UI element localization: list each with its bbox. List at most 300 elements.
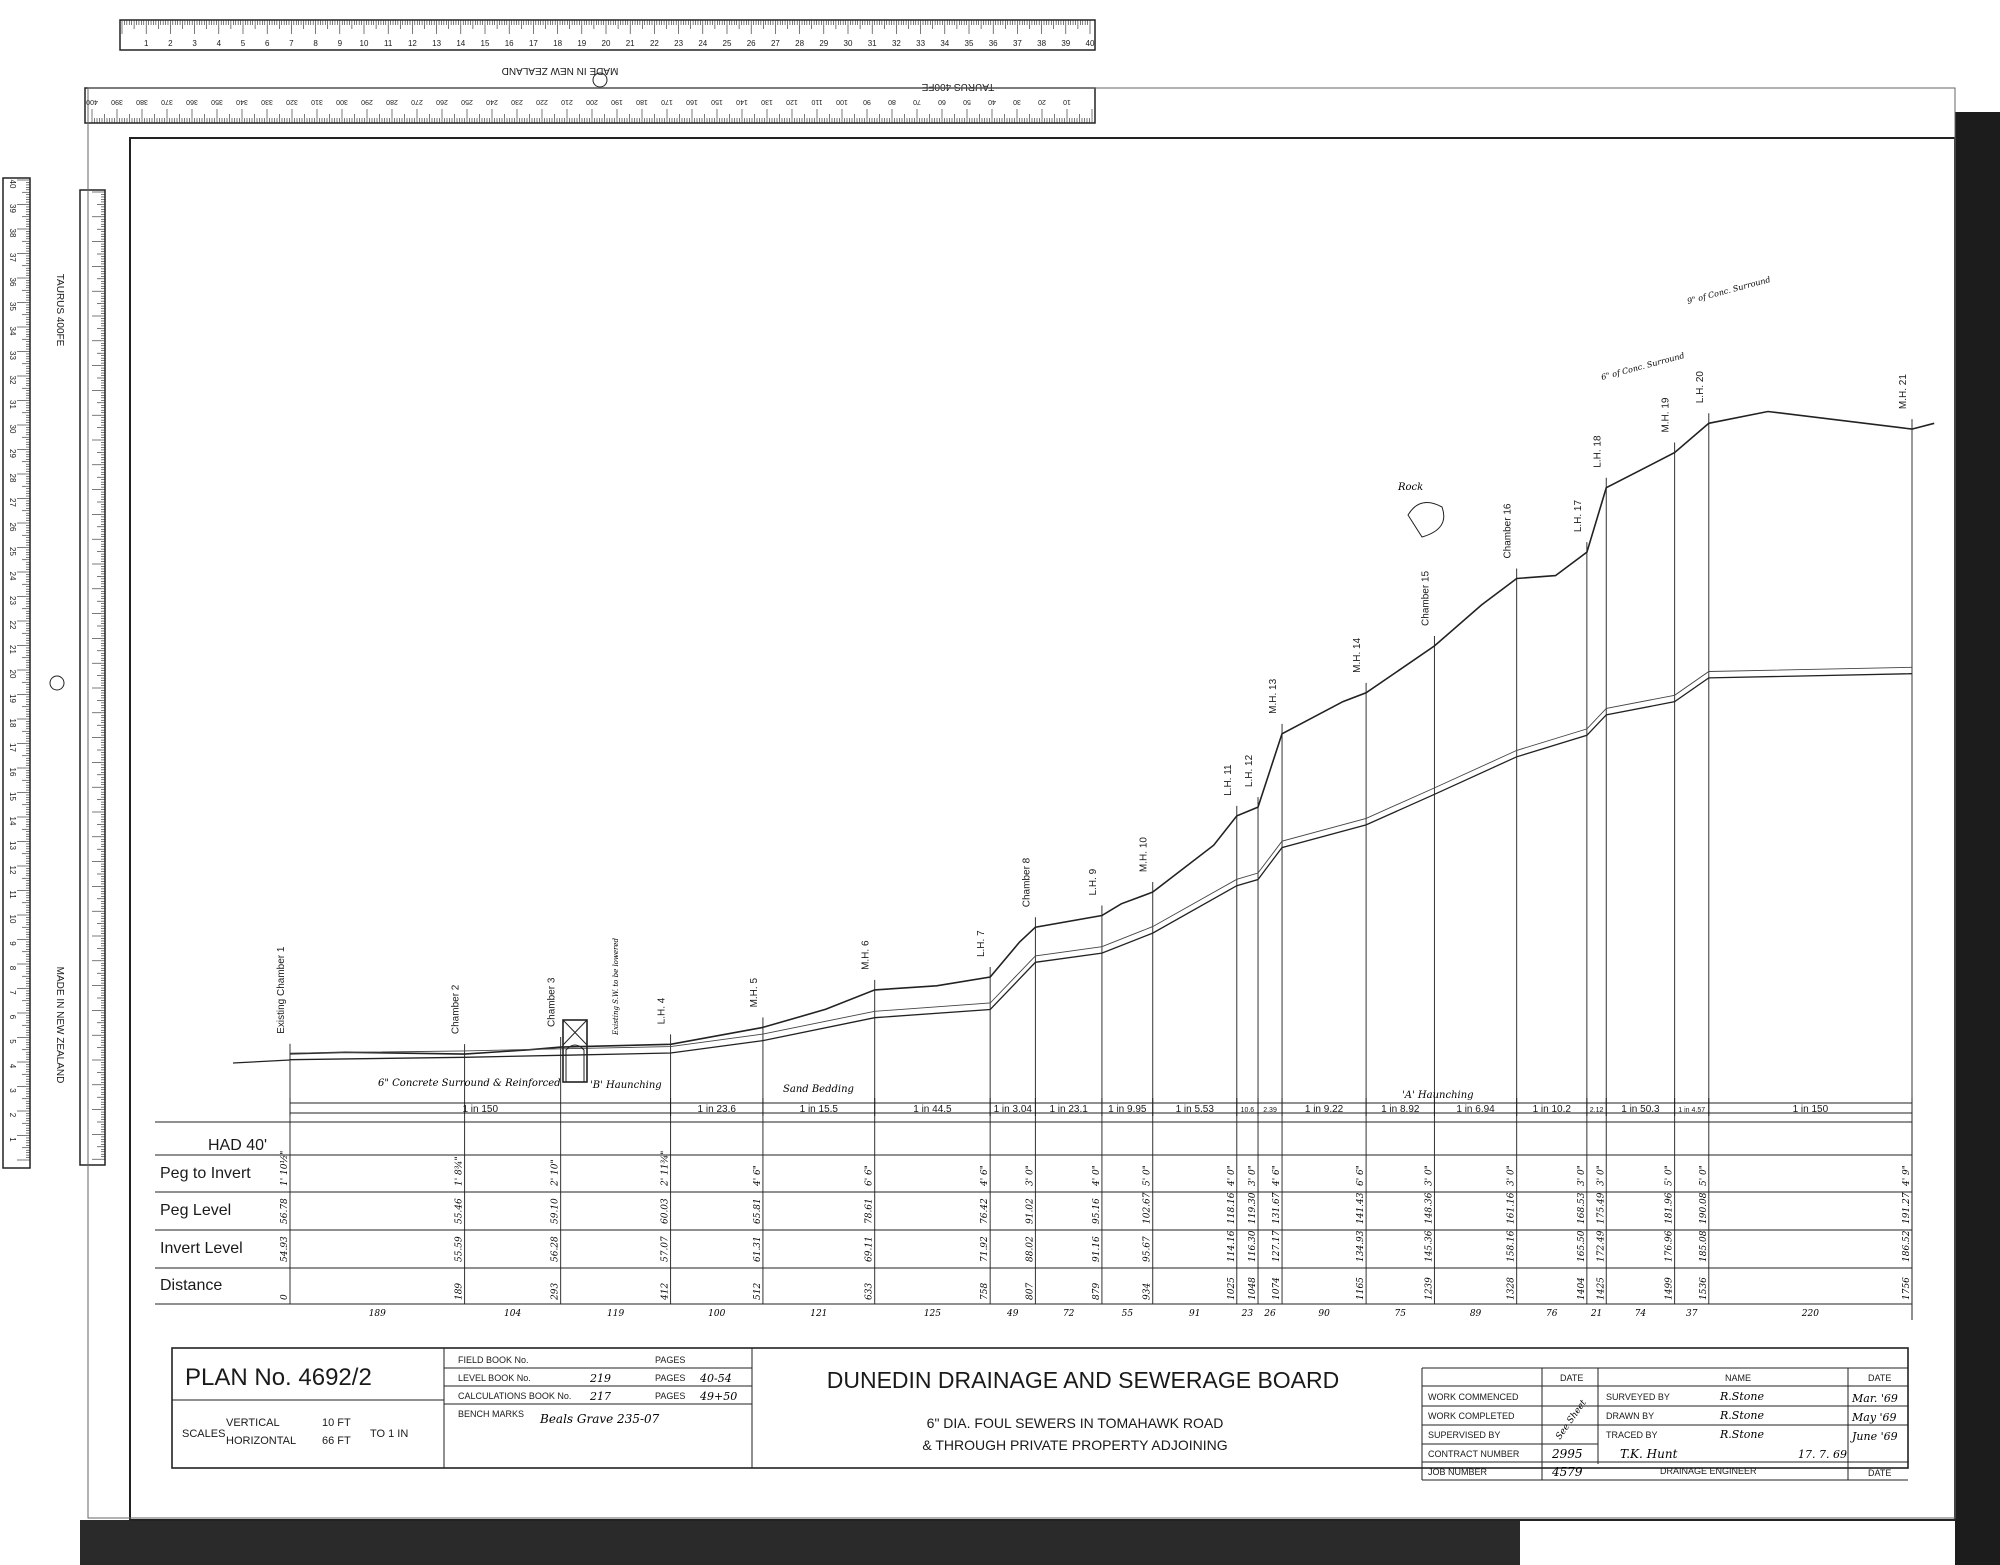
left-ruler-mm bbox=[80, 190, 105, 1165]
engineer-date: 17. 7. 69 bbox=[1798, 1448, 1847, 1461]
sand-bedding-note: Sand Bedding bbox=[783, 1084, 854, 1095]
table-cell-peg: 1' 10½" bbox=[280, 1150, 290, 1186]
contract-number-label: CONTRACT NUMBER bbox=[1428, 1449, 1520, 1459]
bench-marks-value: Beals Grave 235-07 bbox=[540, 1412, 660, 1426]
pages-label-3: PAGES bbox=[655, 1391, 686, 1401]
ruler-number: 280 bbox=[386, 98, 398, 105]
left-ruler bbox=[3, 178, 105, 1168]
grade-label: 1 in 15.5 bbox=[799, 1104, 839, 1115]
table-cell-peg: 4' 6" bbox=[752, 1165, 763, 1186]
ruler-number: 390 bbox=[111, 98, 123, 105]
ruler-number: 330 bbox=[261, 98, 273, 105]
ruler-number: 2 bbox=[8, 1112, 17, 1118]
ruler-number: 38 bbox=[1037, 39, 1047, 48]
date-header-left: DATE bbox=[1560, 1373, 1584, 1383]
table-cell-inv: 134.93 bbox=[1356, 1230, 1367, 1262]
structure-label: Chamber 8 bbox=[1021, 857, 1033, 908]
grade-label: 1 in 10.2 bbox=[1532, 1104, 1571, 1115]
table-cell-dist: 1025 bbox=[1226, 1277, 1237, 1300]
row-label-invert-level: Invert Level bbox=[160, 1240, 243, 1257]
ruler-hole-left bbox=[50, 676, 64, 690]
ruler-number: 3 bbox=[192, 39, 197, 48]
scales-label: SCALES bbox=[182, 1428, 226, 1440]
sewer-invert-line bbox=[290, 674, 1912, 1060]
grade-label: 1 in 23.1 bbox=[1049, 1104, 1088, 1115]
interval-label: 119 bbox=[607, 1309, 625, 1319]
ruler-number: 21 bbox=[625, 39, 635, 48]
ruler-brand-top: TAURUS 400FE bbox=[921, 81, 995, 92]
ruler-number: 160 bbox=[686, 98, 698, 105]
interval-label: 89 bbox=[1469, 1309, 1482, 1319]
interval-label: 37 bbox=[1685, 1309, 1698, 1319]
grade-label: 10.6 bbox=[1240, 1107, 1255, 1114]
ruler-number: 12 bbox=[8, 865, 17, 875]
table-cell-peg: 3' 0" bbox=[1424, 1165, 1435, 1186]
ruler-number: 80 bbox=[888, 98, 896, 105]
table-cell-peg: 5' 0" bbox=[1664, 1165, 1675, 1186]
interval-label: 91 bbox=[1189, 1309, 1201, 1319]
scale-horizontal-label: HORIZONTAL bbox=[226, 1435, 297, 1447]
structure-label: M.H. 6 bbox=[860, 940, 872, 970]
board-title: DUNEDIN DRAINAGE AND SEWERAGE BOARD bbox=[826, 1367, 1340, 1393]
calc-book-label: CALCULATIONS BOOK No. bbox=[458, 1391, 572, 1401]
ruler-number: 380 bbox=[136, 98, 148, 105]
ruler-number: 4 bbox=[216, 39, 222, 48]
table-cell-inv: 61.31 bbox=[752, 1236, 763, 1262]
interval-label: 26 bbox=[1264, 1309, 1276, 1319]
ruler-number: 25 bbox=[8, 547, 17, 556]
structure-label: L.H. 4 bbox=[656, 997, 668, 1025]
ruler-number: 9 bbox=[8, 941, 17, 946]
grade-label: 1 in 150 bbox=[1792, 1104, 1829, 1115]
table-cell-inv: 88.02 bbox=[1025, 1236, 1036, 1262]
ruler-number: 39 bbox=[8, 204, 17, 213]
interval-label: 49 bbox=[1007, 1309, 1019, 1319]
interval-label: 76 bbox=[1546, 1309, 1558, 1319]
interval-label: 75 bbox=[1394, 1309, 1407, 1319]
interval-labels bbox=[369, 1309, 1820, 1319]
rock-outline bbox=[1408, 503, 1444, 538]
grade-label: 1 in 23.6 bbox=[697, 1104, 736, 1115]
ruler-number: 90 bbox=[863, 98, 871, 105]
work-commenced-label: WORK COMMENCED bbox=[1428, 1392, 1519, 1402]
interval-label: 23 bbox=[1241, 1309, 1254, 1319]
grade-label: 1 in 44.5 bbox=[913, 1104, 952, 1115]
structure-label: L.H. 12 bbox=[1244, 754, 1256, 788]
conc-surround-note-1: 6" of Conc. Surround bbox=[1600, 351, 1686, 382]
traced-date: June '69 bbox=[1852, 1430, 1898, 1443]
ruler-number: 200 bbox=[586, 98, 598, 105]
table-cell-peg: 6' 6" bbox=[864, 1165, 875, 1186]
table-cell-dist: 412 bbox=[660, 1282, 671, 1300]
ruler-number: 35 bbox=[964, 39, 974, 48]
interval-label: 74 bbox=[1634, 1309, 1647, 1319]
table-cell-pegl: 191.27 bbox=[1902, 1192, 1912, 1224]
ruler-number: 19 bbox=[8, 694, 17, 703]
traced-by-label: TRACED BY bbox=[1606, 1430, 1658, 1440]
surround-note: 6" Concrete Surround & Reinforced bbox=[378, 1078, 561, 1089]
ruler-number: 4 bbox=[8, 1063, 17, 1069]
ruler-number: 33 bbox=[8, 351, 17, 360]
ruler-number: 290 bbox=[361, 98, 373, 105]
grade-label: 1 in 150 bbox=[462, 1104, 499, 1115]
ruler-number: 16 bbox=[8, 767, 17, 777]
supervised-by-label: SUPERVISED BY bbox=[1428, 1430, 1501, 1440]
ruler-number: 34 bbox=[940, 39, 950, 48]
table-cell-inv: 69.11 bbox=[864, 1236, 875, 1262]
table-cell-inv: 114.16 bbox=[1226, 1230, 1237, 1262]
calc-book-value: 217 bbox=[590, 1390, 611, 1403]
ruler-number: 50 bbox=[963, 98, 971, 105]
table-cell-dist: 1074 bbox=[1272, 1277, 1283, 1300]
table-cell-inv: 71.92 bbox=[980, 1236, 991, 1262]
structure-label: M.H. 21 bbox=[1898, 374, 1909, 410]
scale-vertical-label: VERTICAL bbox=[226, 1417, 280, 1429]
table-cell-inv: 127.17 bbox=[1272, 1230, 1283, 1262]
ruler-number: 10 bbox=[359, 39, 369, 48]
structure-label: M.H. 5 bbox=[748, 977, 760, 1008]
ruler-number: 210 bbox=[561, 98, 573, 105]
table-cell-inv: 145.36 bbox=[1424, 1230, 1435, 1262]
table-cell-pegl: 181.96 bbox=[1664, 1192, 1675, 1224]
table-cell-pegl: 91.02 bbox=[1025, 1198, 1036, 1224]
level-book-value: 219 bbox=[590, 1372, 611, 1385]
ruler-number: 400 bbox=[86, 98, 98, 105]
table-cell-dist: 879 bbox=[1091, 1282, 1102, 1300]
structure-label: M.H. 10 bbox=[1138, 837, 1150, 873]
table-cell-peg: 2' 10" bbox=[550, 1159, 561, 1186]
table-cell-pegl: 168.53 bbox=[1576, 1192, 1587, 1224]
ruler-number: 350 bbox=[211, 98, 223, 105]
table-cell-dist: 1756 bbox=[1902, 1277, 1912, 1300]
longitudinal-profile bbox=[233, 275, 1934, 1304]
grade-label: 1 in 9.22 bbox=[1304, 1104, 1344, 1115]
ruler-number: 23 bbox=[674, 39, 684, 48]
grade-label: 1 in 8.92 bbox=[1381, 1104, 1420, 1115]
ruler-number: 190 bbox=[611, 98, 623, 105]
ruler-number: 20 bbox=[601, 39, 611, 48]
table-cell-pegl: 118.16 bbox=[1226, 1192, 1237, 1224]
pages-calc-value: 49+50 bbox=[700, 1390, 738, 1403]
table-cell-inv: 158.16 bbox=[1506, 1230, 1517, 1262]
ruler-number: 310 bbox=[311, 98, 323, 105]
a-haunching-note: 'A' Haunching bbox=[1402, 1090, 1474, 1101]
existing-sw-lowered-note: Existing S.W. to be lowered bbox=[612, 937, 620, 1035]
ruler-number: 270 bbox=[411, 98, 423, 105]
ruler-number: 5 bbox=[8, 1039, 17, 1044]
table-cell-inv: 56.28 bbox=[550, 1236, 561, 1262]
table-cell-peg: 5' 0" bbox=[1142, 1165, 1153, 1186]
table-cell-pegl: 65.81 bbox=[752, 1198, 763, 1224]
ruler-number: 100 bbox=[836, 98, 848, 105]
table-cells bbox=[279, 1151, 1912, 1301]
table-cell-pegl: 148.36 bbox=[1424, 1192, 1435, 1224]
table-cell-peg: 4' 9" bbox=[1902, 1165, 1912, 1186]
row-label-distance: Distance bbox=[160, 1277, 223, 1294]
grade-label: 1 in 6.94 bbox=[1456, 1104, 1495, 1115]
ruler-number: 36 bbox=[988, 39, 998, 48]
table-cell-dist: 1536 bbox=[1698, 1277, 1709, 1300]
table-cell-inv: 176.96 bbox=[1664, 1230, 1675, 1262]
structure-label: M.H. 19 bbox=[1660, 397, 1672, 433]
table-cell-inv: 116.30 bbox=[1248, 1230, 1259, 1262]
ruler-number: 38 bbox=[8, 228, 17, 238]
table-cell-peg: 4' 0" bbox=[1091, 1165, 1102, 1186]
table-cell-dist: 189 bbox=[454, 1282, 465, 1300]
engineer-signature: T.K. Hunt bbox=[1620, 1447, 1678, 1461]
ruler-number: 10 bbox=[8, 914, 17, 924]
structure-label: L.H. 20 bbox=[1694, 371, 1706, 404]
drawn-date: May '69 bbox=[1852, 1411, 1897, 1424]
ruler-brand-left: TAURUS 400FE bbox=[54, 273, 65, 347]
grade-label: 2.12 bbox=[1589, 1107, 1604, 1114]
ruler-number: 18 bbox=[8, 718, 17, 728]
table-cell-dist: 0 bbox=[280, 1294, 290, 1300]
table-cell-pegl: 55.46 bbox=[454, 1198, 465, 1224]
surveyor-signature: R.Stone bbox=[1720, 1390, 1764, 1403]
ruler-number: 29 bbox=[819, 39, 829, 48]
ruler-number: 40 bbox=[1085, 39, 1095, 48]
ruler-number: 11 bbox=[8, 890, 17, 899]
table-cell-peg: 3' 0" bbox=[1025, 1165, 1036, 1186]
title-block bbox=[172, 1348, 1908, 1480]
structure-label: L.H. 17 bbox=[1572, 499, 1584, 533]
ruler-number: 32 bbox=[8, 375, 17, 385]
structure-label: Existing Chamber 1 bbox=[276, 946, 287, 1034]
ruler-number: 360 bbox=[186, 98, 198, 105]
ruler-number: 37 bbox=[8, 253, 17, 262]
table-cell-inv: 186.52 bbox=[1902, 1230, 1912, 1262]
interval-label: 104 bbox=[504, 1309, 522, 1319]
work-completed-label: WORK COMPLETED bbox=[1428, 1411, 1515, 1421]
ruler-number: 18 bbox=[553, 39, 563, 48]
ruler-made-left: MADE IN NEW ZEALAND bbox=[54, 966, 65, 1084]
chamber-3-box bbox=[563, 1020, 587, 1082]
grade-label: 2.39 bbox=[1263, 1107, 1277, 1114]
ruler-number: 260 bbox=[436, 98, 448, 105]
table-cell-peg: 5' 0" bbox=[1698, 1165, 1709, 1186]
existing-sewer-stub bbox=[233, 1060, 290, 1063]
table-cell-pegl: 119.30 bbox=[1248, 1192, 1259, 1224]
ruler-number: 1 bbox=[143, 39, 149, 48]
table-cell-dist: 512 bbox=[752, 1282, 763, 1300]
structure-label: Chamber 15 bbox=[1420, 570, 1432, 626]
interval-label: 121 bbox=[810, 1309, 828, 1319]
structure-label: Chamber 3 bbox=[546, 977, 558, 1028]
table-cell-peg: 1' 8¾" bbox=[454, 1156, 465, 1186]
table-cell-peg: 3' 0" bbox=[1506, 1165, 1517, 1186]
table-cell-inv: 55.59 bbox=[454, 1236, 465, 1262]
table-cell-peg: 6' 6" bbox=[1356, 1165, 1367, 1186]
ruler-number: 39 bbox=[1061, 39, 1071, 48]
table-cell-pegl: 76.42 bbox=[980, 1198, 991, 1224]
ruler-number: 10 bbox=[1063, 98, 1071, 105]
ruler-number: 30 bbox=[1013, 98, 1021, 105]
ruler-number: 13 bbox=[432, 39, 442, 48]
ruler-number: 36 bbox=[8, 277, 17, 287]
ruler-number: 60 bbox=[938, 98, 946, 105]
ruler-number: 11 bbox=[384, 39, 393, 48]
structure-label: M.H. 14 bbox=[1352, 637, 1364, 673]
structure-label: Chamber 16 bbox=[1502, 503, 1514, 559]
table-cell-peg: 3' 0" bbox=[1576, 1165, 1587, 1186]
grade-label: 1 in 5.53 bbox=[1175, 1104, 1214, 1115]
name-header: NAME bbox=[1725, 1373, 1752, 1383]
ruler-number: 300 bbox=[336, 98, 348, 105]
ruler-number: 70 bbox=[913, 98, 921, 105]
interval-label: 55 bbox=[1121, 1309, 1134, 1319]
table-cell-dist: 1239 bbox=[1424, 1277, 1435, 1300]
ruler-number: 230 bbox=[511, 98, 523, 105]
ruler-number: 3 bbox=[8, 1088, 17, 1093]
plan-number: PLAN No. 4692/2 bbox=[185, 1364, 372, 1391]
table-cell-peg: 2' 11¾" bbox=[660, 1150, 671, 1186]
row-label-peg-to-invert: Peg to Invert bbox=[160, 1165, 251, 1182]
ruler-number: 37 bbox=[1012, 39, 1022, 48]
interval-label: 100 bbox=[708, 1309, 726, 1319]
conc-surround-note-2: 9" of Conc. Surround bbox=[1686, 275, 1772, 306]
ruler-number: 28 bbox=[8, 473, 17, 483]
table-cell-dist: 1328 bbox=[1506, 1277, 1517, 1300]
ruler-made-top: MADE IN NEW ZEALAND bbox=[501, 65, 619, 76]
ruler-number: 24 bbox=[8, 571, 17, 581]
chamber-3-detail bbox=[563, 1020, 587, 1082]
ruler-number: 27 bbox=[8, 498, 17, 507]
table-cell-pegl: 131.67 bbox=[1272, 1192, 1283, 1224]
ruler-number: 27 bbox=[770, 39, 780, 48]
scale-horizontal-value: 66 FT bbox=[322, 1435, 351, 1447]
grade-label: 1 in 9.95 bbox=[1108, 1104, 1147, 1115]
ruler-number: 15 bbox=[480, 39, 490, 48]
ruler-number: 40 bbox=[8, 179, 17, 189]
level-table bbox=[155, 1103, 1912, 1320]
table-cell-pegl: 60.03 bbox=[660, 1198, 671, 1224]
ruler-number: 6 bbox=[264, 39, 270, 48]
table-cell-peg: 4' 0" bbox=[1226, 1165, 1237, 1186]
ruler-number: 7 bbox=[8, 990, 17, 995]
bench-marks-label: BENCH MARKS bbox=[458, 1409, 525, 1419]
interval-label: 189 bbox=[368, 1309, 386, 1319]
surveyed-date: Mar. '69 bbox=[1852, 1392, 1898, 1405]
ruler-number: 40 bbox=[988, 98, 996, 105]
datum-label: HAD 40' bbox=[208, 1137, 268, 1154]
ruler-number: 13 bbox=[8, 841, 17, 850]
ruler-number: 220 bbox=[536, 98, 548, 105]
ruler-number: 26 bbox=[8, 522, 17, 532]
scale-to-one-inch: TO 1 IN bbox=[370, 1428, 409, 1440]
ruler-number: 320 bbox=[286, 98, 298, 105]
ruler-number: 12 bbox=[407, 39, 417, 48]
ruler-number: 110 bbox=[811, 98, 823, 105]
drainage-engineer-label: DRAINAGE ENGINEER bbox=[1660, 1466, 1757, 1476]
drawn-by-label: DRAWN BY bbox=[1606, 1411, 1655, 1421]
table-cell-dist: 934 bbox=[1142, 1282, 1153, 1300]
table-cell-pegl: 175.49 bbox=[1596, 1192, 1607, 1224]
table-cell-pegl: 59.10 bbox=[550, 1198, 561, 1224]
rock-note: Rock bbox=[1398, 482, 1424, 493]
ruler-number: 340 bbox=[236, 98, 248, 105]
structure-label: L.H. 9 bbox=[1087, 868, 1099, 896]
job-number-value: 4579 bbox=[1552, 1465, 1583, 1479]
table-cell-dist: 1048 bbox=[1248, 1277, 1259, 1300]
drawing-border bbox=[130, 138, 1955, 1520]
ruler-number: 19 bbox=[577, 39, 587, 48]
level-book-label: LEVEL BOOK No. bbox=[458, 1373, 531, 1383]
tracer-signature: R.Stone bbox=[1720, 1428, 1764, 1441]
table-cell-peg: 3' 0" bbox=[1596, 1165, 1607, 1186]
ruler-number: 30 bbox=[843, 39, 853, 48]
table-cell-inv: 165.50 bbox=[1576, 1230, 1587, 1262]
ruler-number: 23 bbox=[8, 596, 17, 605]
ruler-number: 2 bbox=[168, 39, 173, 48]
table-cell-inv: 185.08 bbox=[1698, 1230, 1709, 1262]
table-cell-dist: 1404 bbox=[1576, 1277, 1587, 1300]
ruler-number: 370 bbox=[161, 98, 173, 105]
ruler-number: 180 bbox=[636, 98, 648, 105]
table-cell-peg: 3' 0" bbox=[1248, 1165, 1259, 1186]
ruler-number: 26 bbox=[746, 39, 756, 48]
ruler-number: 17 bbox=[8, 743, 17, 752]
ruler-number: 14 bbox=[456, 39, 466, 48]
ruler-number: 130 bbox=[761, 98, 773, 105]
field-book-label: FIELD BOOK No. bbox=[458, 1355, 529, 1365]
grade-label: 1 in 4.57 bbox=[1678, 1107, 1706, 1114]
b-haunching-note: 'B' Haunching bbox=[590, 1080, 662, 1091]
surveyed-by-label: SURVEYED BY bbox=[1606, 1392, 1670, 1402]
see-sheet-note: See Sheet bbox=[1554, 1398, 1589, 1442]
table-cell-inv: 172.49 bbox=[1596, 1230, 1607, 1262]
grade-label: 1 in 3.04 bbox=[993, 1104, 1032, 1115]
table-cell-pegl: 78.61 bbox=[864, 1198, 875, 1224]
table-cell-pegl: 161.16 bbox=[1506, 1192, 1517, 1224]
ruler-number: 140 bbox=[736, 98, 748, 105]
ruler-number: 28 bbox=[795, 39, 805, 48]
structure-label: Chamber 2 bbox=[450, 984, 462, 1035]
ruler-number: 240 bbox=[486, 98, 498, 105]
table-cell-dist: 633 bbox=[864, 1282, 875, 1300]
ruler-number: 31 bbox=[867, 39, 877, 48]
scale-vertical-value: 10 FT bbox=[322, 1417, 351, 1429]
structure-label: M.H. 13 bbox=[1268, 678, 1280, 714]
ruler-number: 8 bbox=[313, 39, 318, 48]
ruler-number: 30 bbox=[8, 424, 17, 434]
table-cell-dist: 293 bbox=[550, 1282, 561, 1300]
pages-label-1: PAGES bbox=[655, 1355, 686, 1365]
contract-number-value: 2995 bbox=[1552, 1447, 1583, 1461]
ruler-number: 6 bbox=[8, 1014, 17, 1020]
top-ruler bbox=[85, 20, 1095, 123]
table-cell-peg: 4' 6" bbox=[980, 1165, 991, 1186]
table-cell-dist: 1425 bbox=[1596, 1277, 1607, 1300]
ruler-number: 22 bbox=[8, 620, 17, 630]
table-cell-pegl: 141.43 bbox=[1356, 1192, 1367, 1224]
ruler-number: 5 bbox=[240, 39, 246, 48]
ruler-number: 250 bbox=[461, 98, 473, 105]
structure-label: L.H. 18 bbox=[1592, 435, 1604, 468]
ruler-number: 15 bbox=[8, 792, 17, 801]
table-cell-pegl: 190.08 bbox=[1698, 1192, 1709, 1224]
table-cell-inv: 95.67 bbox=[1142, 1236, 1153, 1262]
ruler-number: 24 bbox=[698, 39, 708, 48]
interval-label: 90 bbox=[1318, 1309, 1330, 1319]
ruler-number: 14 bbox=[8, 816, 17, 826]
ruler-number: 7 bbox=[289, 39, 294, 48]
interval-label: 72 bbox=[1062, 1309, 1075, 1319]
table-cell-pegl: 95.16 bbox=[1091, 1198, 1102, 1224]
ruler-number: 150 bbox=[711, 98, 723, 105]
ruler-number: 25 bbox=[722, 39, 732, 48]
ruler-number: 17 bbox=[528, 39, 538, 48]
